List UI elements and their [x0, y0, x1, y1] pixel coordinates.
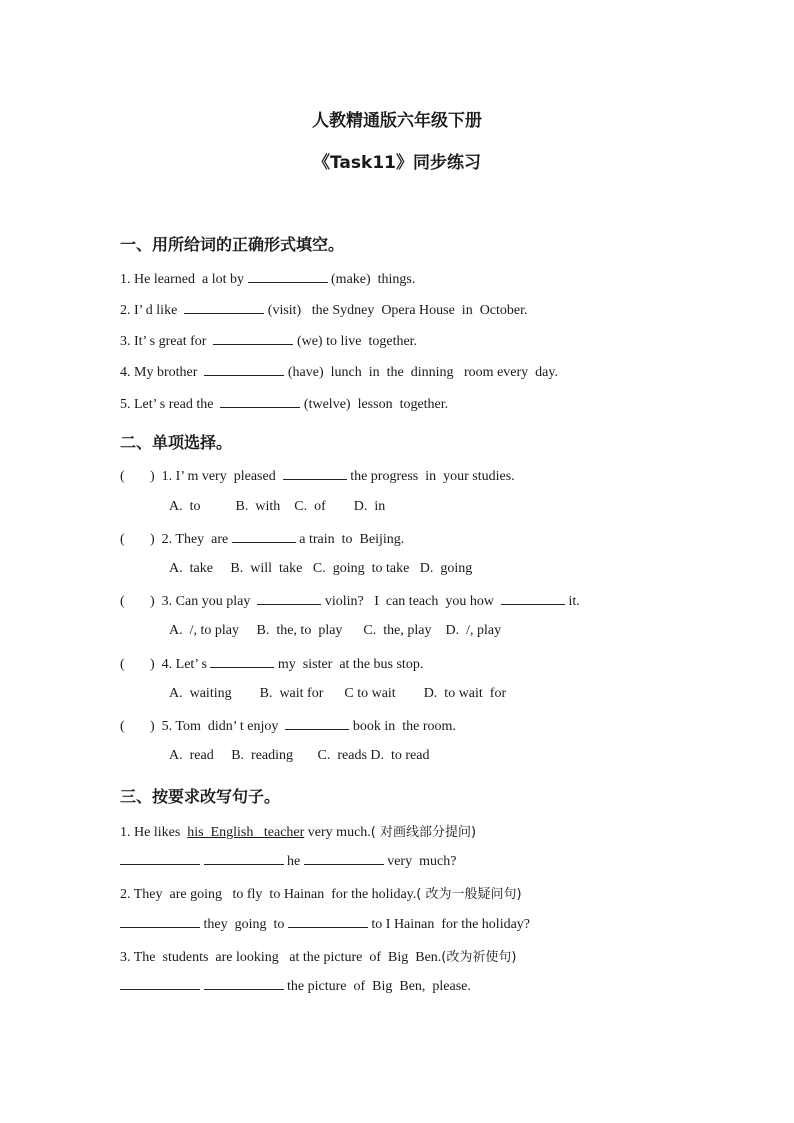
answer-blank[interactable]: [120, 852, 200, 865]
answer-paren[interactable]: (: [120, 657, 125, 672]
s2-question-1: ( ) 1. I’ m very pleased the progress in your studies.: [120, 469, 515, 484]
s2-q1-options: A. to B. with C. of D. in: [169, 499, 386, 514]
s1-question-1: 1. He learned a lot by (make) things.: [120, 272, 416, 287]
answer-blank[interactable]: [304, 852, 384, 865]
s2-q5-options: A. read B. reading C. reads D. to read: [169, 748, 430, 763]
answer-blank[interactable]: [210, 655, 274, 668]
answer-blank[interactable]: [257, 592, 321, 605]
s2-question-3: ( ) 3. Can you play violin? I can teach you how it.: [120, 594, 580, 609]
s3-question-3: 3. The students are looking at the picture of Big Ben.(改为祈使句): [120, 950, 517, 965]
worksheet-title: 人教精通版六年级下册: [312, 111, 482, 131]
s1-question-4: 4. My brother (have) lunch in the dinning room every day.: [120, 365, 558, 380]
answer-blank[interactable]: [288, 915, 368, 928]
s2-q3-options: A. /, to play B. the, to play C. the, play D. /, play: [169, 623, 502, 638]
answer-blank[interactable]: [283, 467, 347, 480]
s3-answer-3: the picture of Big Ben, please.: [120, 977, 471, 995]
answer-blank[interactable]: [213, 332, 293, 345]
answer-blank[interactable]: [285, 717, 349, 730]
answer-blank[interactable]: [501, 592, 565, 605]
s1-question-3: 3. It’ s great for (we) to live together.: [120, 334, 418, 349]
s1-question-2: 2. I’ d like (visit) the Sydney Opera House in October.: [120, 303, 528, 318]
s2-question-5: ( ) 5. Tom didn’ t enjoy book in the room.: [120, 719, 456, 734]
s3-question-1: 1. He likes his English teacher very much.( 对画线部分提问): [120, 825, 477, 840]
s3-question-2: 2. They are going to fly to Hainan for the holiday.( 改为一般疑问句): [120, 887, 522, 902]
answer-blank[interactable]: [120, 915, 200, 928]
s1-question-5: 5. Let’ s read the (twelve) lesson together.: [120, 397, 449, 412]
section-1-heading: 一、用所给词的正确形式填空。: [120, 235, 345, 254]
s2-q4-options: A. waiting B. wait for C to wait D. to wait for: [169, 686, 507, 701]
answer-paren[interactable]: (: [120, 594, 125, 609]
s3-answer-2: they going to to I Hainan for the holiday?: [120, 915, 530, 933]
answer-blank[interactable]: [232, 530, 296, 543]
worksheet-subtitle: 《Task11》同步练习: [313, 153, 481, 173]
answer-blank[interactable]: [120, 977, 200, 990]
underlined-phrase: his English teacher: [187, 825, 305, 840]
answer-paren[interactable]: (: [120, 532, 125, 547]
section-2-heading: 二、单项选择。: [120, 433, 233, 452]
answer-blank[interactable]: [204, 363, 284, 376]
answer-blank[interactable]: [248, 270, 328, 283]
answer-paren[interactable]: (: [120, 469, 125, 484]
section-3-heading: 三、按要求改写句子。: [120, 787, 281, 806]
s2-q2-options: A. take B. will take C. going to take D. going: [169, 561, 473, 576]
s2-question-2: ( ) 2. They are a train to Beijing.: [120, 532, 405, 547]
answer-blank[interactable]: [204, 852, 284, 865]
s3-answer-1: he very much?: [120, 852, 456, 870]
answer-paren[interactable]: (: [120, 719, 125, 734]
answer-blank[interactable]: [184, 301, 264, 314]
answer-blank[interactable]: [220, 395, 300, 408]
answer-blank[interactable]: [204, 977, 284, 990]
s2-question-4: ( ) 4. Let’ s my sister at the bus stop.: [120, 657, 424, 672]
